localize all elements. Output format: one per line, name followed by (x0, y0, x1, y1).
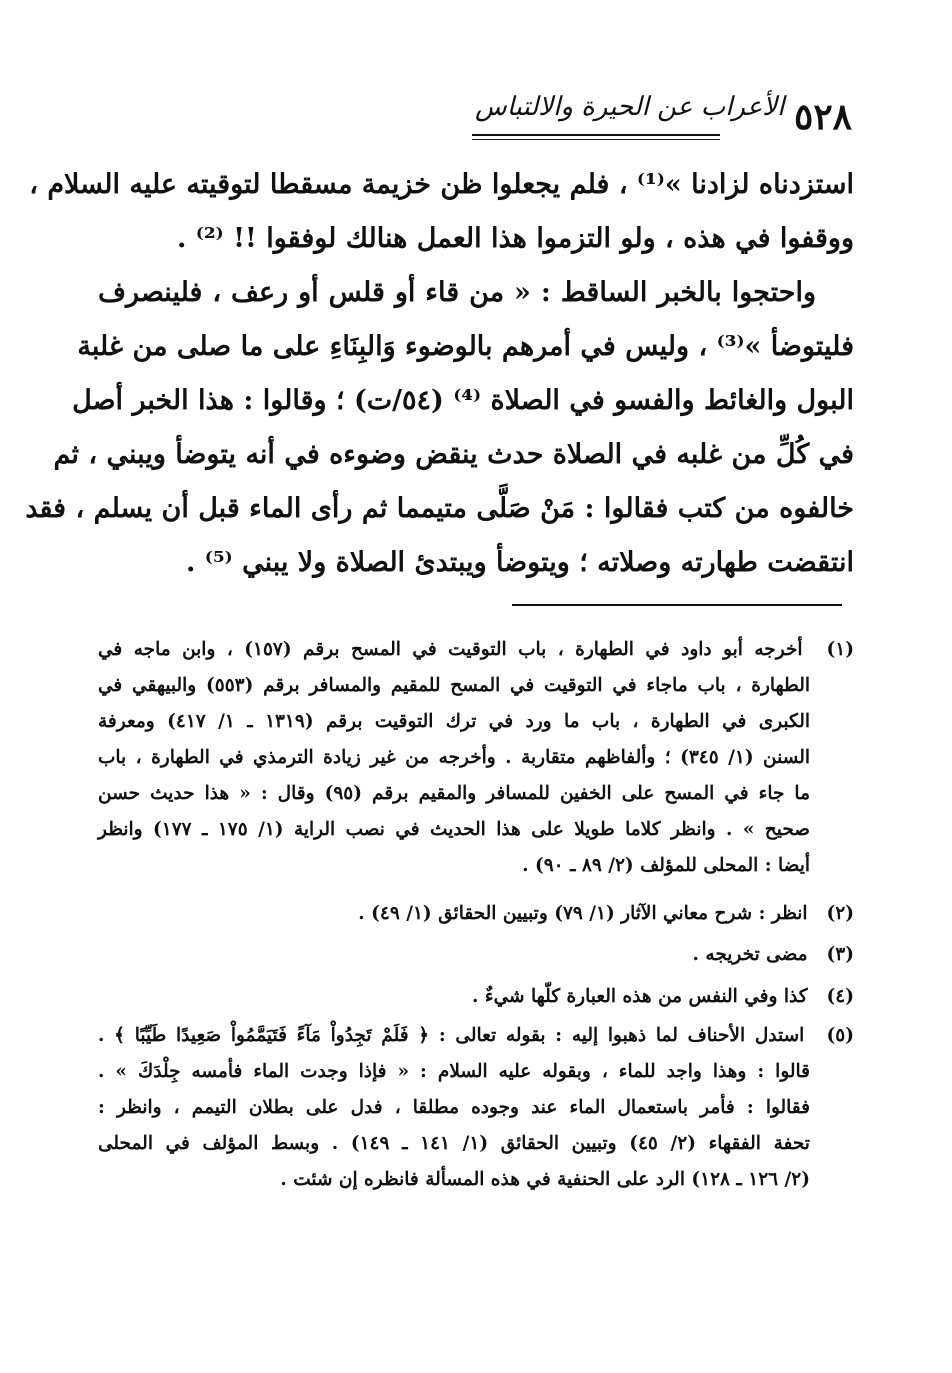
main-text-line: استزدناه لزادنا »⁽¹⁾ ، فلم يجعلوا ظن خزيمة مسقطا لتوقيته عليه السلام ، (29, 169, 854, 200)
footnote-3 (98, 934, 854, 976)
footnote-separator (512, 604, 842, 606)
footnote-text-line: كذا وفي النفس من هذه العبارة كلّها شيءٌ . (472, 986, 808, 1007)
main-text-line: واحتجوا بالخبر الساقط : « من قاء أو قلس أو رعف ، فلينصرف (98, 277, 816, 308)
footnote-text-line: مضى تخريجه . (692, 944, 808, 965)
footnote-number: (٣) (826, 944, 854, 965)
footnote-text-line: انظر : شرح معاني الآثار (١/ ٧٩) وتبيين الحقائق (١/ ٤٩) . (358, 903, 808, 924)
page-number: ٥٢٨ (793, 96, 852, 138)
footnote-text-line: الكبرى في الطهارة ، باب ما ورد في ترك التوقيت برقم (١٣١٩ ـ ١/ ٤١٧) ومعرفة (98, 711, 810, 732)
footnotes-section (98, 632, 854, 1198)
footnote-1 (98, 632, 854, 884)
footnote-text-line: صحيح » . وانظر كلاما طويلا على هذا الحديث في نصب الراية (١/ ١٧٥ ـ ١٧٧) وانظر (98, 819, 810, 840)
footnote-text-line: (٢/ ١٢٦ ـ ١٢٨) الرد على الحنفية في هذه المسألة فانظره إن شئت . (280, 1169, 810, 1190)
footnote-text-line: استدل الأحناف لما ذهبوا إليه : بقوله تعالى : ﴿ فَلَمْ تَجِدُواْ مَآءً فَتَيَمَّمُواْ صَعِيدًا طَيِّبًا ﴾ . (98, 1025, 805, 1046)
main-text-line: خالفوه من كتب فقالوا : مَنْ صَلَّى متيمما ثم رأى الماء قبل أن يسلم ، فقد (25, 493, 854, 524)
footnote-5 (98, 1018, 854, 1198)
footnote-text-line: قالوا : وهذا واجد للماء ، وبقوله عليه السلام : « فإذا وجدت الماء فأمسه جِلْدَكَ » . (98, 1061, 810, 1082)
main-text-line: انتقضت طهارته وصلاته ؛ ويتوضأ ويبتدئ الصلاة ولا يبني ⁽⁵⁾ . (185, 547, 854, 578)
main-text-line: في كُلِّ من غلبه في الصلاة حدث ينقض وضوءه في أنه يتوضأ ويبني ، ثم (53, 439, 854, 470)
footnote-text-line: السنن (١/ ٣٤٥) ؛ وألفاظهم متقاربة . وأخرجه من غير زيادة الترمذي في الطهارة ، باب (98, 747, 810, 768)
running-title: الأعراب عن الحيرة والالتباس (475, 92, 785, 122)
footnote-text-line: الطهارة ، باب ماجاء في التوقيت في المسح للمقيم والمسافر برقم (٥٥٣) والبيهقي في (98, 675, 810, 696)
footnote-text-line: فقالوا : فأمر باستعمال الماء عند وجوده مطلقا ، فدل على بطلان التيمم ، وانظر : (98, 1097, 810, 1118)
title-underline (472, 134, 720, 136)
footnote-text-line: تحفة الفقهاء (٢/ ٤٥) وتبيين الحقائق (١/ ١٤١ ـ ١٤٩) . وبسط المؤلف في المحلى (98, 1133, 810, 1154)
main-text-body (25, 158, 854, 590)
main-text-line: ووقفوا في هذه ، ولو التزموا هذا العمل هنالك لوفقوا !! ⁽²⁾ . (177, 223, 854, 254)
footnote-2 (98, 894, 854, 934)
title-underline-thin (472, 139, 720, 140)
footnote-text-line: ما جاء في المسح على الخفين للمسافر والمقيم برقم (٩٥) وقال : « هذا حديث حسن (98, 783, 810, 804)
footnote-4 (98, 976, 854, 1018)
footnote-text-line: أيضا : المحلى للمؤلف (٢/ ٨٩ ـ ٩٠) . (522, 855, 810, 876)
footnote-number: (٥) (826, 1025, 854, 1046)
footnote-number: (١) (826, 639, 854, 660)
footnote-number: (٢) (826, 903, 854, 924)
main-text-line: البول والغائط والفسو في الصلاة ⁽⁴⁾ (٥٤/ت) ؛ وقالوا : هذا الخبر أصل (72, 385, 854, 416)
page-header (100, 92, 852, 144)
main-text-line: فليتوضأ »⁽³⁾ ، وليس في أمرهم بالوضوء وَالبِنَاءِ على ما صلى من غلبة (77, 331, 854, 362)
footnote-text-line: أخرجه أبو داود في الطهارة ، باب التوقيت في المسح برقم (١٥٧) ، وابن ماجه في (98, 639, 803, 660)
footnote-number: (٤) (826, 986, 854, 1007)
